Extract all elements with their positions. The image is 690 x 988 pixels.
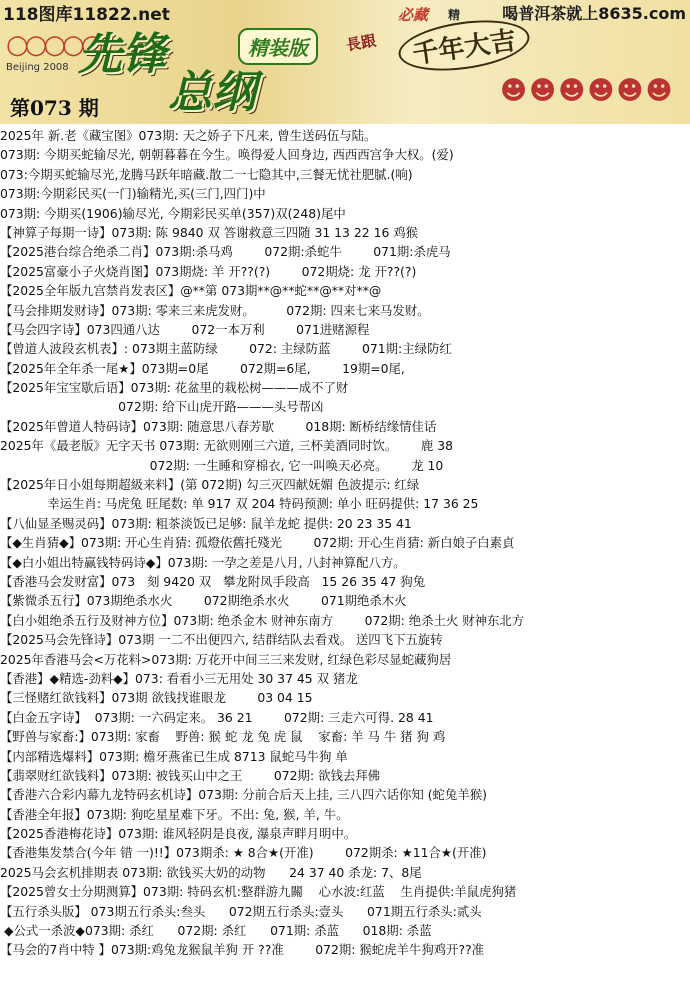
content-line: 【野兽与家畜:】073期: 家畜 野兽: 猴 蛇 龙 兔 虎 鼠 家畜: 羊 马 牛 猪 狗 鸡 <box>0 729 446 745</box>
title-line-1: 先锋 <box>78 29 166 80</box>
content-line: 【马会四字诗】073四通八达 072一本万利 071进赌源程 <box>0 321 370 337</box>
content-line: 2025年香港马会<万花料>073期: 万花开中间三三来发财, 红绿色彩尽显蛇藏狗居 <box>0 651 452 667</box>
content-line: 【马会排期发财诗】073期: 零来三来虎发财。 072期: 四来七来马发财。 <box>0 302 430 318</box>
content-line: 【香港】◆精选-劲料◆】073: 看看小三无用处 30 37 45 双 猪龙 <box>0 670 358 686</box>
content-line: 【2025富豪小子火烧肖图】073期烧: 羊 开??(?) 072期烧: 龙 开??(?) <box>0 263 417 279</box>
content-line: 【2025年宝宝歇后语】073期: 花盆里的栽松树———成不了财 <box>0 380 349 396</box>
content-line: 【◆生肖猜◆】073期: 开心生肖猜: 孤燈依舊托殘光 072期: 开心生肖猜: 新白娘子白素貞 <box>0 535 515 551</box>
title-line-2: 总纲 <box>168 67 256 118</box>
content-line: 【2025全年版九宫禁肖发表区】@**第 073期**@**蛇**@**对**@ <box>0 283 382 299</box>
content-line: 【2025香港梅花诗】073期: 谁风轻阴是良夜, 瀑泉声畔月明中。 <box>0 826 357 842</box>
content-line: 2025马会玄机排期表 073期: 欲钱买大奶的动物 24 37 40 杀龙: 7、8尾 <box>0 864 422 880</box>
content-line: 【八仙显圣赐灵码】073期: 粗茶淡饭已足够: 鼠羊龙蛇 提供: 20 23 35 41 <box>0 515 412 531</box>
content-line: 【2025马会先锋诗】073期 一二不出便四六, 结群结队去看戏。 送四飞下五旋转 <box>0 632 443 648</box>
content-line: 【三怪赌红欲钱料】073期 欲钱找谁眼龙 03 04 15 <box>0 690 313 706</box>
content-line: 【2025港台综合绝杀二肖】073期:杀马鸡 072期:杀蛇牛 071期:杀虎马 <box>0 244 451 260</box>
content-line: ◆公式一杀波◆073期: 杀红 072期: 杀红 071期: 杀蓝 018期: 杀蓝 <box>0 923 432 939</box>
content-line: 【五行杀头版】 073期五行杀头:叁头 072期五行杀头:壹头 071期五行杀头:贰头 <box>0 903 482 919</box>
content-line: 2025年 新.老《藏宝图》073期: 天之娇子下凡来, 曾生送码伍与陆。 <box>0 128 377 143</box>
content-line: 072期: 一生睡和穿棉衣, 它一叫唤天必亮。 龙 10 <box>0 457 444 473</box>
content-line: 073:今期买蛇输尽光,龙腾马跃年暗藏.散二一七隐其中,三餐无忧社肥腻.(响) <box>0 166 413 182</box>
header-banner <box>0 0 690 124</box>
issue-number: 第073 期 <box>10 96 99 120</box>
olympic-rings-icon: ○○○○○ <box>6 30 100 60</box>
content-line: 072期: 给下山虎开路———头号帮凶 <box>0 399 324 415</box>
content-line: 2025年《最老版》无字天书 073期: 无欲则刚三六道, 三杯美酒同时饮。 鹿 38 <box>0 438 453 454</box>
content-line: 【翡翠财红欲钱料】073期: 被钱买山中之王 072期: 欲钱去拜佛 <box>0 767 381 783</box>
content-line: 【白金五字诗】 073期: 一六码定来。 36 21 072期: 三走六可得. 28 41 <box>0 709 434 725</box>
seal-text: 千年大吉 <box>395 13 532 78</box>
jing-mark: 精 <box>448 8 461 22</box>
content-line: 073期: 今期买(1906)输尽光, 今期彩民买单(357)双(248)尾中 <box>0 205 346 221</box>
content-line: 【曾道人波段玄机表】: 073期主蓝防绿 072: 主绿防蓝 071期:主绿防红 <box>0 341 452 357</box>
content-line: 【紫微杀五行】073期绝杀水火 072期绝杀水火 071期绝杀木火 <box>0 593 407 609</box>
content-line: 【2025年曾道人特码诗】073期: 随意思八春芳歇 018期: 断桥结缘情佳话 <box>0 418 437 434</box>
content-line: 073期: 今期买蛇输尽光, 朝朝暮暮在今生。唤得爱人回身边, 西西西宫争大权。(爱) <box>0 147 454 163</box>
edition-badge: 精装版 <box>238 28 318 65</box>
collect-stamp: 必藏 <box>398 6 429 24</box>
content-line: 幸运生肖: 马虎兔 旺尾数: 单 917 双 204 特码预测: 单小 旺码提供: 17 36 25 <box>0 496 479 512</box>
follow-stamp: 長跟 <box>344 31 378 55</box>
brand-caption: Beijing 2008 <box>6 62 69 73</box>
content-line: 【香港六合彩内幕九龙特码玄机诗】073期: 分前合后天上挂, 三八四六话你知 (蛇兔羊猴) <box>0 787 487 803</box>
content-line: 073期:今期彩民买(一门)输精光,买(三门,四门)中 <box>0 186 266 202</box>
content-line: 【白小姐绝杀五行及财神方位】073期: 绝杀金木 财神东南方 072期: 绝杀土火 财神东北方 <box>0 612 525 628</box>
content-line: 【香港集发禁合(今年 错 一)!!】073期杀: ★ 8合★(开准) 072期杀: ★11合★(开准) <box>0 845 487 861</box>
content-line: 【内部精选爆料】073期: 檐牙燕雀已生成 8713 鼠蛇马牛狗 单 <box>0 748 348 764</box>
content-list <box>0 126 690 960</box>
content-line: 【神算子每期一诗】073期: 陈 9840 双 答谢救意三四随 31 13 22 16 鸡猴 <box>0 224 419 240</box>
content-line: 【◆白小姐出特赢钱特码诗◆】073期: 一孕之差是八月, 八封神算配八方。 <box>0 554 406 570</box>
content-line: 【香港全年报】073期: 狗吃星星难下牙。不出: 兔, 猴, 羊, 牛。 <box>0 806 349 822</box>
content-line: 【香港马会发财富】073 刻 9420 双 攀龙附凤手段高 15 26 35 47 狗兔 <box>0 573 426 589</box>
mascots-icon: ☻☻☻☻☻☻ <box>500 76 675 106</box>
content-line: 【2025曾女士分期测算】073期: 特码玄机:整群游九關 心水波:红蓝 生肖提供:羊鼠虎狗猪 <box>0 884 517 900</box>
content-line: 【马会的7肖中特 】073期:鸡兔龙猴鼠羊狗 开 ??准 072期: 猴蛇虎羊牛狗鸡开??准 <box>0 942 485 958</box>
site-name-left[interactable]: 118图库11822.net <box>3 5 170 25</box>
content-line: 【2025年全年杀一尾★】073期=0尾 072期=6尾, 19期=0尾, <box>0 360 405 376</box>
site-name-right[interactable]: 喝普洱茶就上8635.com <box>502 4 686 23</box>
content-line: 【2025年日小姐每期超級来料】(第 072期) 勾三灭四献妩媚 色波提示: 红绿 <box>0 477 420 493</box>
